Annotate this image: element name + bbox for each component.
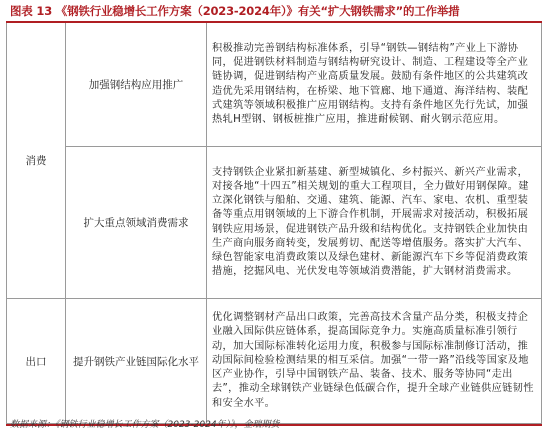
measure-name-cell: 扩大重点领域消费需求 [66,147,207,299]
table-row [7,23,542,147]
measures-table [6,21,542,426]
measure-desc-cell [207,147,542,299]
category-cell: 出口 [7,299,66,424]
measure-name-cell: 加强钢结构应用推广 [66,23,207,147]
category-cell: 消费 [7,23,66,299]
table-row [7,299,542,424]
figure-title: 图表 13 《钢铁行业稳增长工作方案（2023-2024年）》有关“扩大钢铁需求”的工作举措 [10,4,460,18]
table-row [7,147,542,299]
source-note: 数据来源：《钢铁行业稳增长工作方案（2023-2024年）》，金瑞期货 [10,420,280,430]
measure-name-cell: 提升钢铁产业链国际化水平 [66,299,207,424]
measure-desc-text: 积极推动完善钢结构标准体系，引导“钢铁—钢结构”产业上下游协同，促进钢铁材料制造与钢结构研究设计、制造、工程建设等全产业链协调，促进钢结构产业高质量发展。鼓励有条件地区的公共建筑改造优先采用钢结构，在桥梁、地下管廊、地下通道、海洋结构、装配式建筑等领域积极推广应用钢结构。支持有条件地区先行先试，加强热轧H型钢、钢板桩推广应用，推进耐候钢、耐火钢示范应用。 [212,42,529,125]
measure-desc-text: 优化调整钢材产品出口政策，完善高技术含量产品分类，积极支持企业融入国际供应链体系，提高国际竞争力。实施高质量标准引领行动，加大国际标准转化运用力度，积极参与国际标准制修订活动，推动国际间检验检测结果的相互采信。加强“一带一路”沿线等国家及地区产业协作，引导中国钢铁产品、装备、技术、服务等协同“走出去”，推动全球钢铁产业链绿色低碳合作，提升全球产业链供应链韧性和安全水平。 [212,312,534,409]
measure-desc-cell [207,299,542,424]
measure-desc-cell [207,23,542,147]
measure-desc-text: 支持钢铁企业紧扣新基建、新型城镇化、乡村振兴、新兴产业需求，对接各地“十四五”相关规划的重大工程项目，全力做好用钢保障。建立深化钢铁与船舶、交通、建筑、能源、汽车、家电、农机、重型装备等重点用钢领域的上下游合作机制，开展需求对接活动，积极拓展钢铁应用场景，促进钢铁产品升级和结构优化。支持钢铁企业加快由生产商向服务商转变，发展剪切、配送等增值服务。落实扩大汽车、绿色智能家电消费政策以及绿色建材、新能源汽车下乡等促消费政策措施，挖掘风电、光伏发电等领域消费潜能，扩大钢材消费需求。 [212,166,529,278]
